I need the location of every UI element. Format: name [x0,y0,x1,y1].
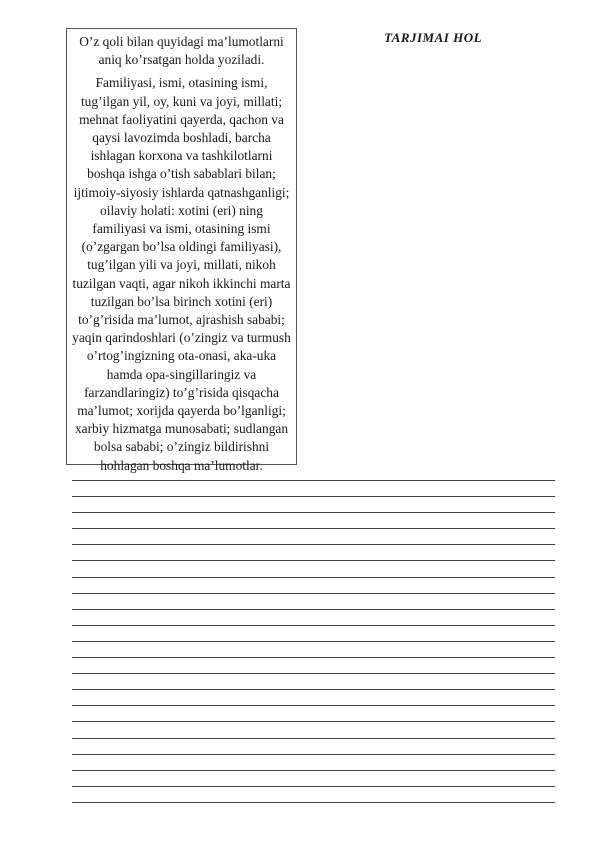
instruction-box [66,28,297,473]
document-title: TARJIMAI HOL [383,30,483,45]
writing-line [72,786,555,802]
writing-line [72,528,555,544]
writing-line [72,673,555,689]
writing-line [72,738,555,754]
instruction-body: Familiyasi, ismi, otasining ismi, tug’ilgan yil, oy, kuni va joyi, millati; mehnat faoliyatini qayerda, qachon va qaysi lavozimda boshladi, barcha ishlagan korxona va tashkilotlarni boshqa ishga o’tish sabablari bilan; ijtimoiy-siyosiy ishlarda qatnashganligi; oilaviy holati: xotini (eri) ning familiyasi va ismi, otasining ismi (o’zgargan bo’lsa oldingi familiyasi), tug’ilgan yili va joyi, millati, nikoh tuzilgan vaqti, agar nikoh ikkinchi marta tuzilgan bo’lsa birinch xotini (eri) to’g’risida ma’lumot, ajrashish sababi; yaqin qarindoshlari (o’zingiz va turmush o’rtog’ingizning ota-onasi, aka-uka hamda opa-singillaringiz va farzandlaringiz) to’g’risida qisqacha ma’lumot; xorijda qayerda bo’lganligi; xarbiy hizmatga munosabati; sudlangan bolsa sababi; o’zingiz bildirishni hohlagan boshqa ma’lumotlar. [72,75,291,473]
writing-line [72,770,555,786]
writing-line [72,625,555,641]
writing-line [72,754,555,770]
writing-line [72,802,555,818]
writing-line [72,705,555,721]
writing-line [72,609,555,625]
writing-line [72,496,555,512]
writing-line [72,560,555,576]
writing-line [72,577,555,593]
writing-line [72,512,555,528]
writing-line [72,480,555,496]
instruction-intro: O’z qoli bilan quyidagi ma’lumotlarni aniq ko’rsatgan holda yoziladi. [79,34,284,68]
writing-line [72,641,555,657]
writing-line [72,657,555,673]
writing-line [72,721,555,737]
writing-lines [72,480,555,818]
writing-line [72,689,555,705]
writing-line [72,593,555,609]
writing-line [72,544,555,560]
